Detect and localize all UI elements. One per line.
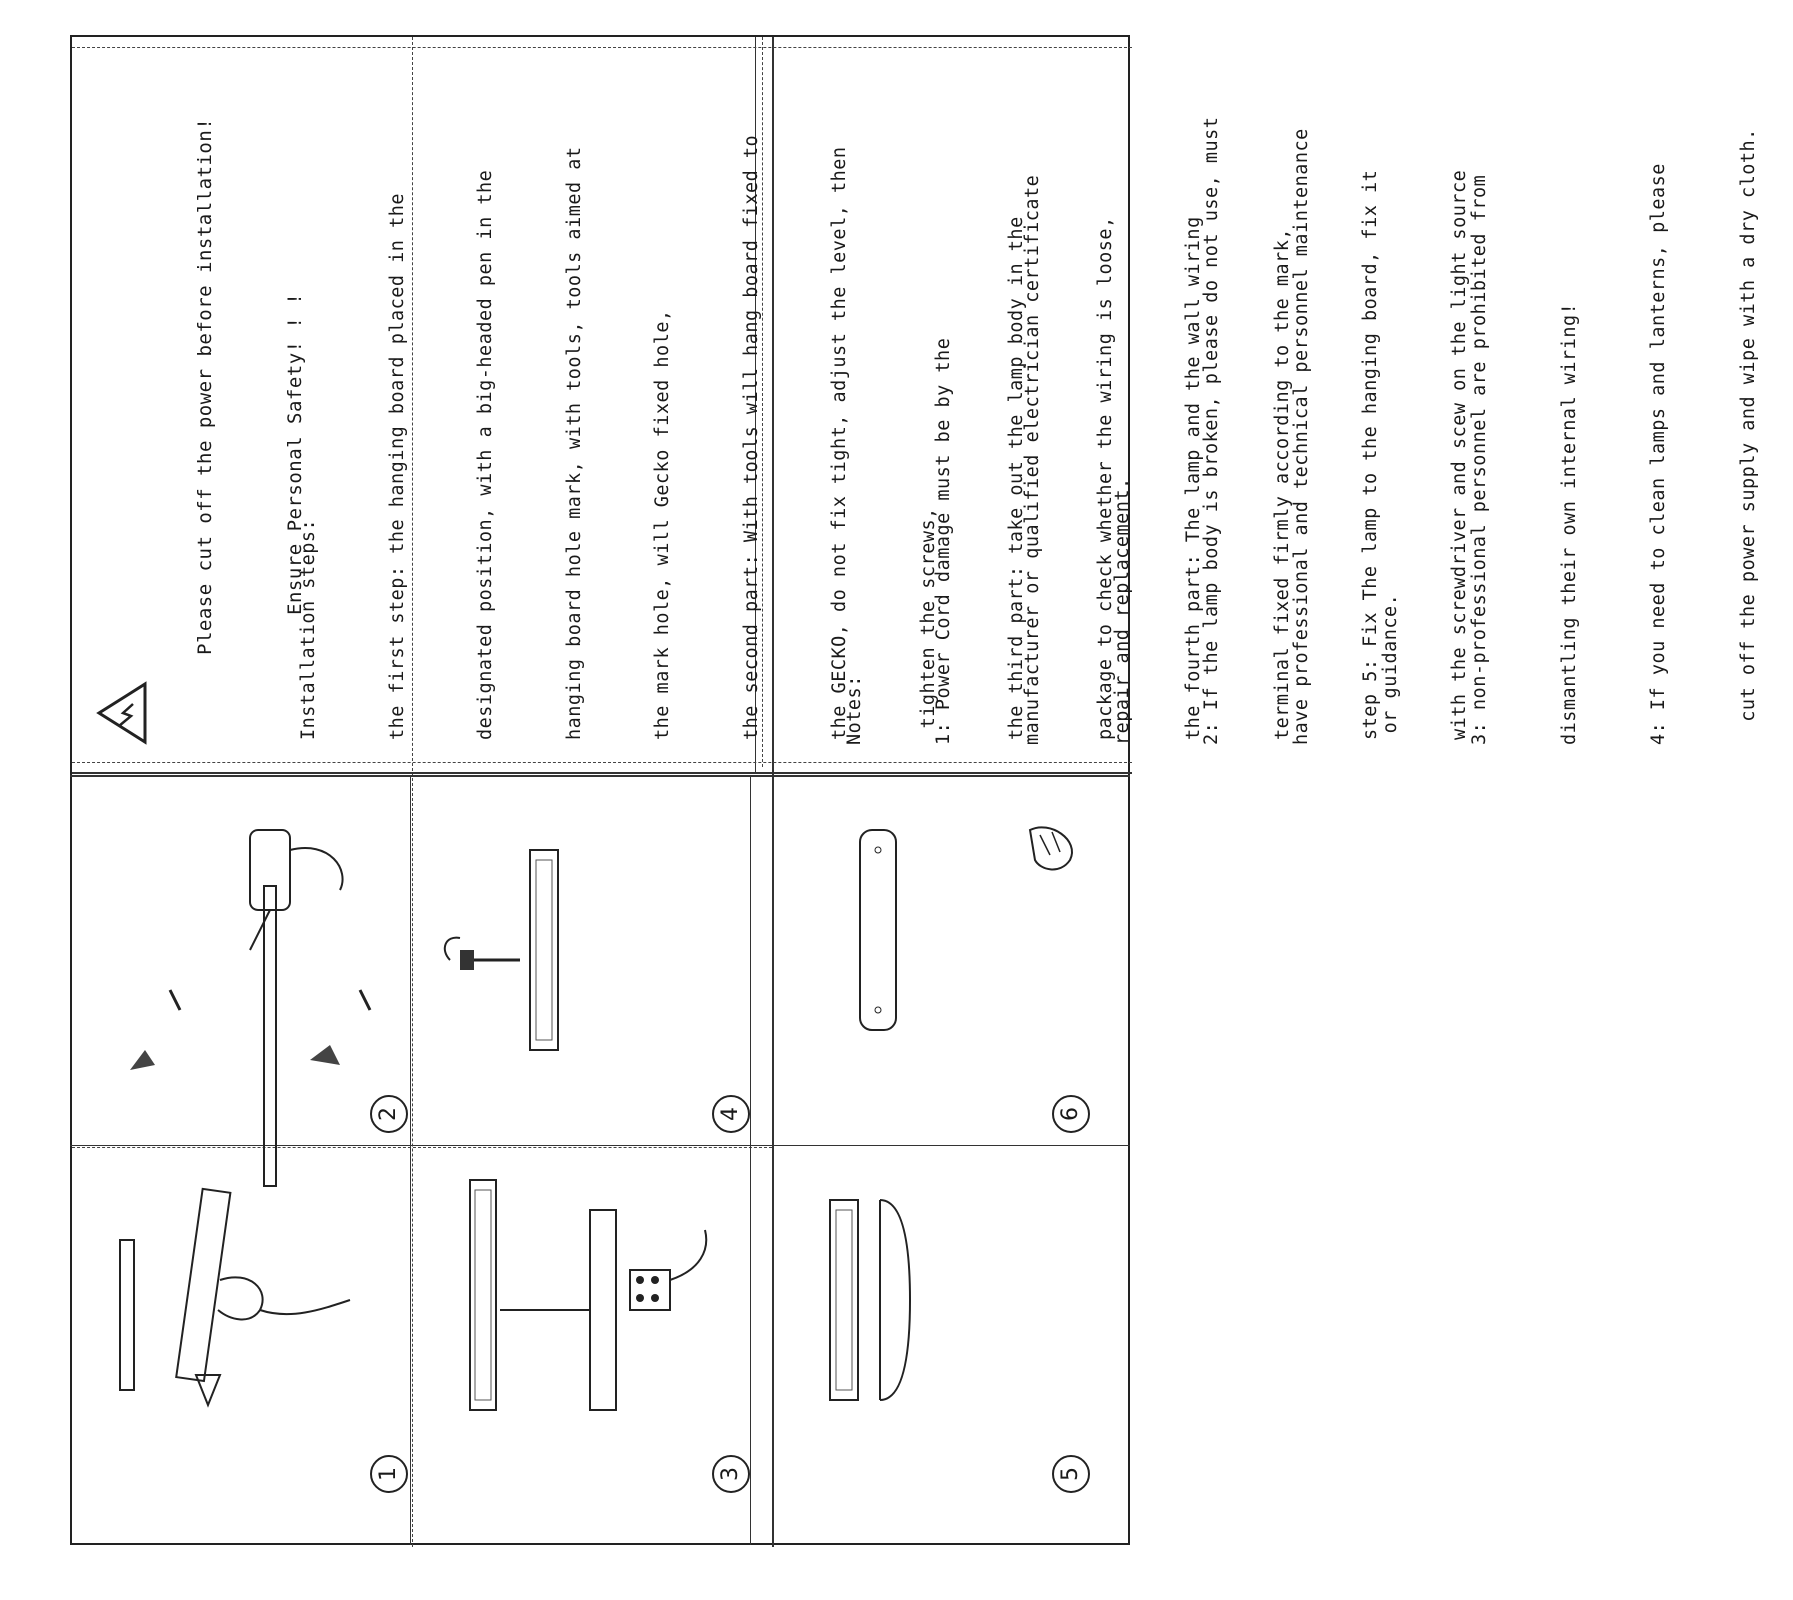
notes-text (780, 117, 1793, 745)
install-line: the first step: the hanging board placed in the (386, 193, 408, 740)
install-line: terminal fixed firmly according to the mark, (1271, 227, 1293, 740)
step-number-5: 5 (1052, 1455, 1090, 1493)
install-line: package to check whether the wiring is loose, (1094, 216, 1116, 740)
install-line: the GECKO, do not fix tight, adjust the level, then (829, 146, 850, 740)
notes-line: manufacturer or qualified electrician certificate (1022, 174, 1044, 745)
warning-line-1: Please cut off the power before installation! (194, 117, 216, 655)
step-number-6: 6 (1052, 1095, 1090, 1133)
warning-line-2: Ensure Personal Safety! ! ! (284, 292, 306, 615)
grid-line (410, 775, 411, 1545)
notes-line: 3: non-professional personnel are prohibited from (1469, 174, 1491, 745)
notes-line: 4: If you need to clean lamps and lanterns, please (1648, 163, 1670, 745)
step-number-3: 3 (712, 1455, 750, 1493)
notes-line: Notes: (843, 675, 865, 745)
install-line: the third part: take out the lamp body in the (1006, 216, 1027, 740)
notes-line: 2: If the lamp body is broken, please do not use, must (1201, 116, 1223, 745)
install-line: the second part: With tools will hang board fixed to (740, 134, 762, 740)
step6-illustration (790, 810, 1090, 1090)
notes-line: cut off the power supply and wipe with a dry cloth. (1737, 128, 1759, 745)
step-number-2: 2 (370, 1095, 408, 1133)
notes-line: have professional and technical personnel maintenance (1290, 128, 1312, 745)
step3-illustration (440, 1160, 740, 1440)
grid-line (70, 1145, 1130, 1146)
notes-line: or guidance. (1379, 593, 1401, 745)
install-line: tighten the screws, (917, 507, 939, 740)
step-number-1: 1 (370, 1455, 408, 1493)
step-number-4: 4 (712, 1095, 750, 1133)
install-line: designated position, with a big-headed pen in the (475, 169, 496, 740)
step1-illustration (100, 1160, 400, 1400)
install-line: hanging board hole mark, with tools, tools aimed at (563, 146, 585, 740)
install-line: the fourth part: The lamp and the wall wiring (1183, 216, 1204, 740)
grid-line (70, 775, 1130, 777)
install-line: step 5: Fix The lamp to the hanging board, fix it (1360, 169, 1381, 740)
install-line: with the screwdriver and scew on the light source (1448, 169, 1470, 740)
notes-line: dismantling their own internal wiring! (1558, 302, 1580, 745)
warning-icon (93, 680, 153, 746)
step4-illustration (440, 810, 740, 1090)
install-line: Installation steps: (298, 518, 319, 740)
notes-line: 1: Power Cord damage must be by the (932, 337, 954, 745)
install-line: the mark hole, will Gecko fixed hole, (652, 309, 673, 740)
notes-line: repair and replacement. (1111, 477, 1133, 745)
step5-illustration (790, 1160, 1090, 1440)
step2-illustration (100, 810, 400, 1090)
grid-line (750, 775, 751, 1545)
